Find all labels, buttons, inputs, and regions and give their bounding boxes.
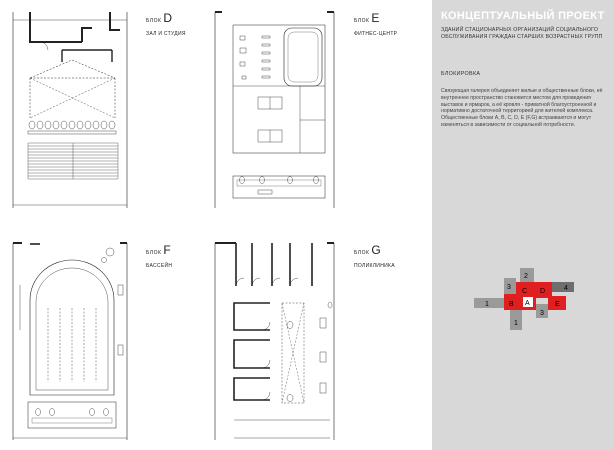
block-word: БЛОК [146,18,162,24]
scheme-label: D [540,288,546,295]
scheme-label: 3 [540,310,544,317]
block-letter: D [163,11,173,25]
scheme-label: 1 [514,320,518,327]
scheme-label: 1 [485,301,489,308]
block-f-label [146,242,172,269]
scheme-block-1-left [474,298,504,308]
block-subtitle: ФИТНЕС-ЦЕНТР [354,31,398,37]
plan-g [215,243,334,440]
block-word: БЛОК [354,250,370,256]
block-word: БЛОК [354,18,370,24]
block-subtitle: ПОЛИКЛИНИКА [354,263,395,269]
scheme-label: A [525,300,530,307]
paragraph-1: Связующая галерея объединяет жилые и общественные блоки, её внутреннее пространство становится местом для проведения выставок и ярмарок, а её кровля - приватной благоустроенной и нормативно достаточной территорией для жителей комплекса. [441,88,603,115]
scheme-label: B [509,301,514,308]
project-subtitle: ЗДАНИЙ СТАЦИОНАРНЫХ ОРГАНИЗАЦИЙ СОЦИАЛЬНОГО ОБСЛУЖИВАНИЯ ГРАЖДАН СТАРШИХ ВОЗРАСТНЫХ ГРУПП [441,27,603,41]
section-heading: БЛОКИРОВКА [441,71,481,77]
block-letter: F [163,243,171,257]
paragraph-2: Общественные блоки A, B, C, D, E (F,G) встраиваются и могут изменяться в зависимости от социальной потребности. [441,115,592,128]
block-g-label [354,242,395,269]
info-panel [432,0,614,450]
scheme-block-4 [552,282,574,292]
project-title: КОНЦЕПТУАЛЬНЫЙ ПРОЕКТ [441,10,605,22]
block-e-label [354,10,397,37]
block-d-label [146,10,186,37]
scheme-label: C [522,288,528,295]
blocking-scheme [470,260,580,340]
plan-e [215,12,334,208]
block-word: БЛОК [146,250,162,256]
plan-f [13,243,127,440]
block-letter: E [371,11,380,25]
scheme-label: 4 [564,285,568,292]
scheme-label: 3 [507,284,511,291]
scheme-label: E [555,301,560,308]
scheme-label: 2 [524,273,528,280]
block-letter: G [371,243,381,257]
block-subtitle: БАССЕЙН [146,263,173,269]
block-subtitle: ЗАЛ И СТУДИЯ [146,31,186,37]
section-body [441,88,607,129]
plan-d [13,12,127,208]
